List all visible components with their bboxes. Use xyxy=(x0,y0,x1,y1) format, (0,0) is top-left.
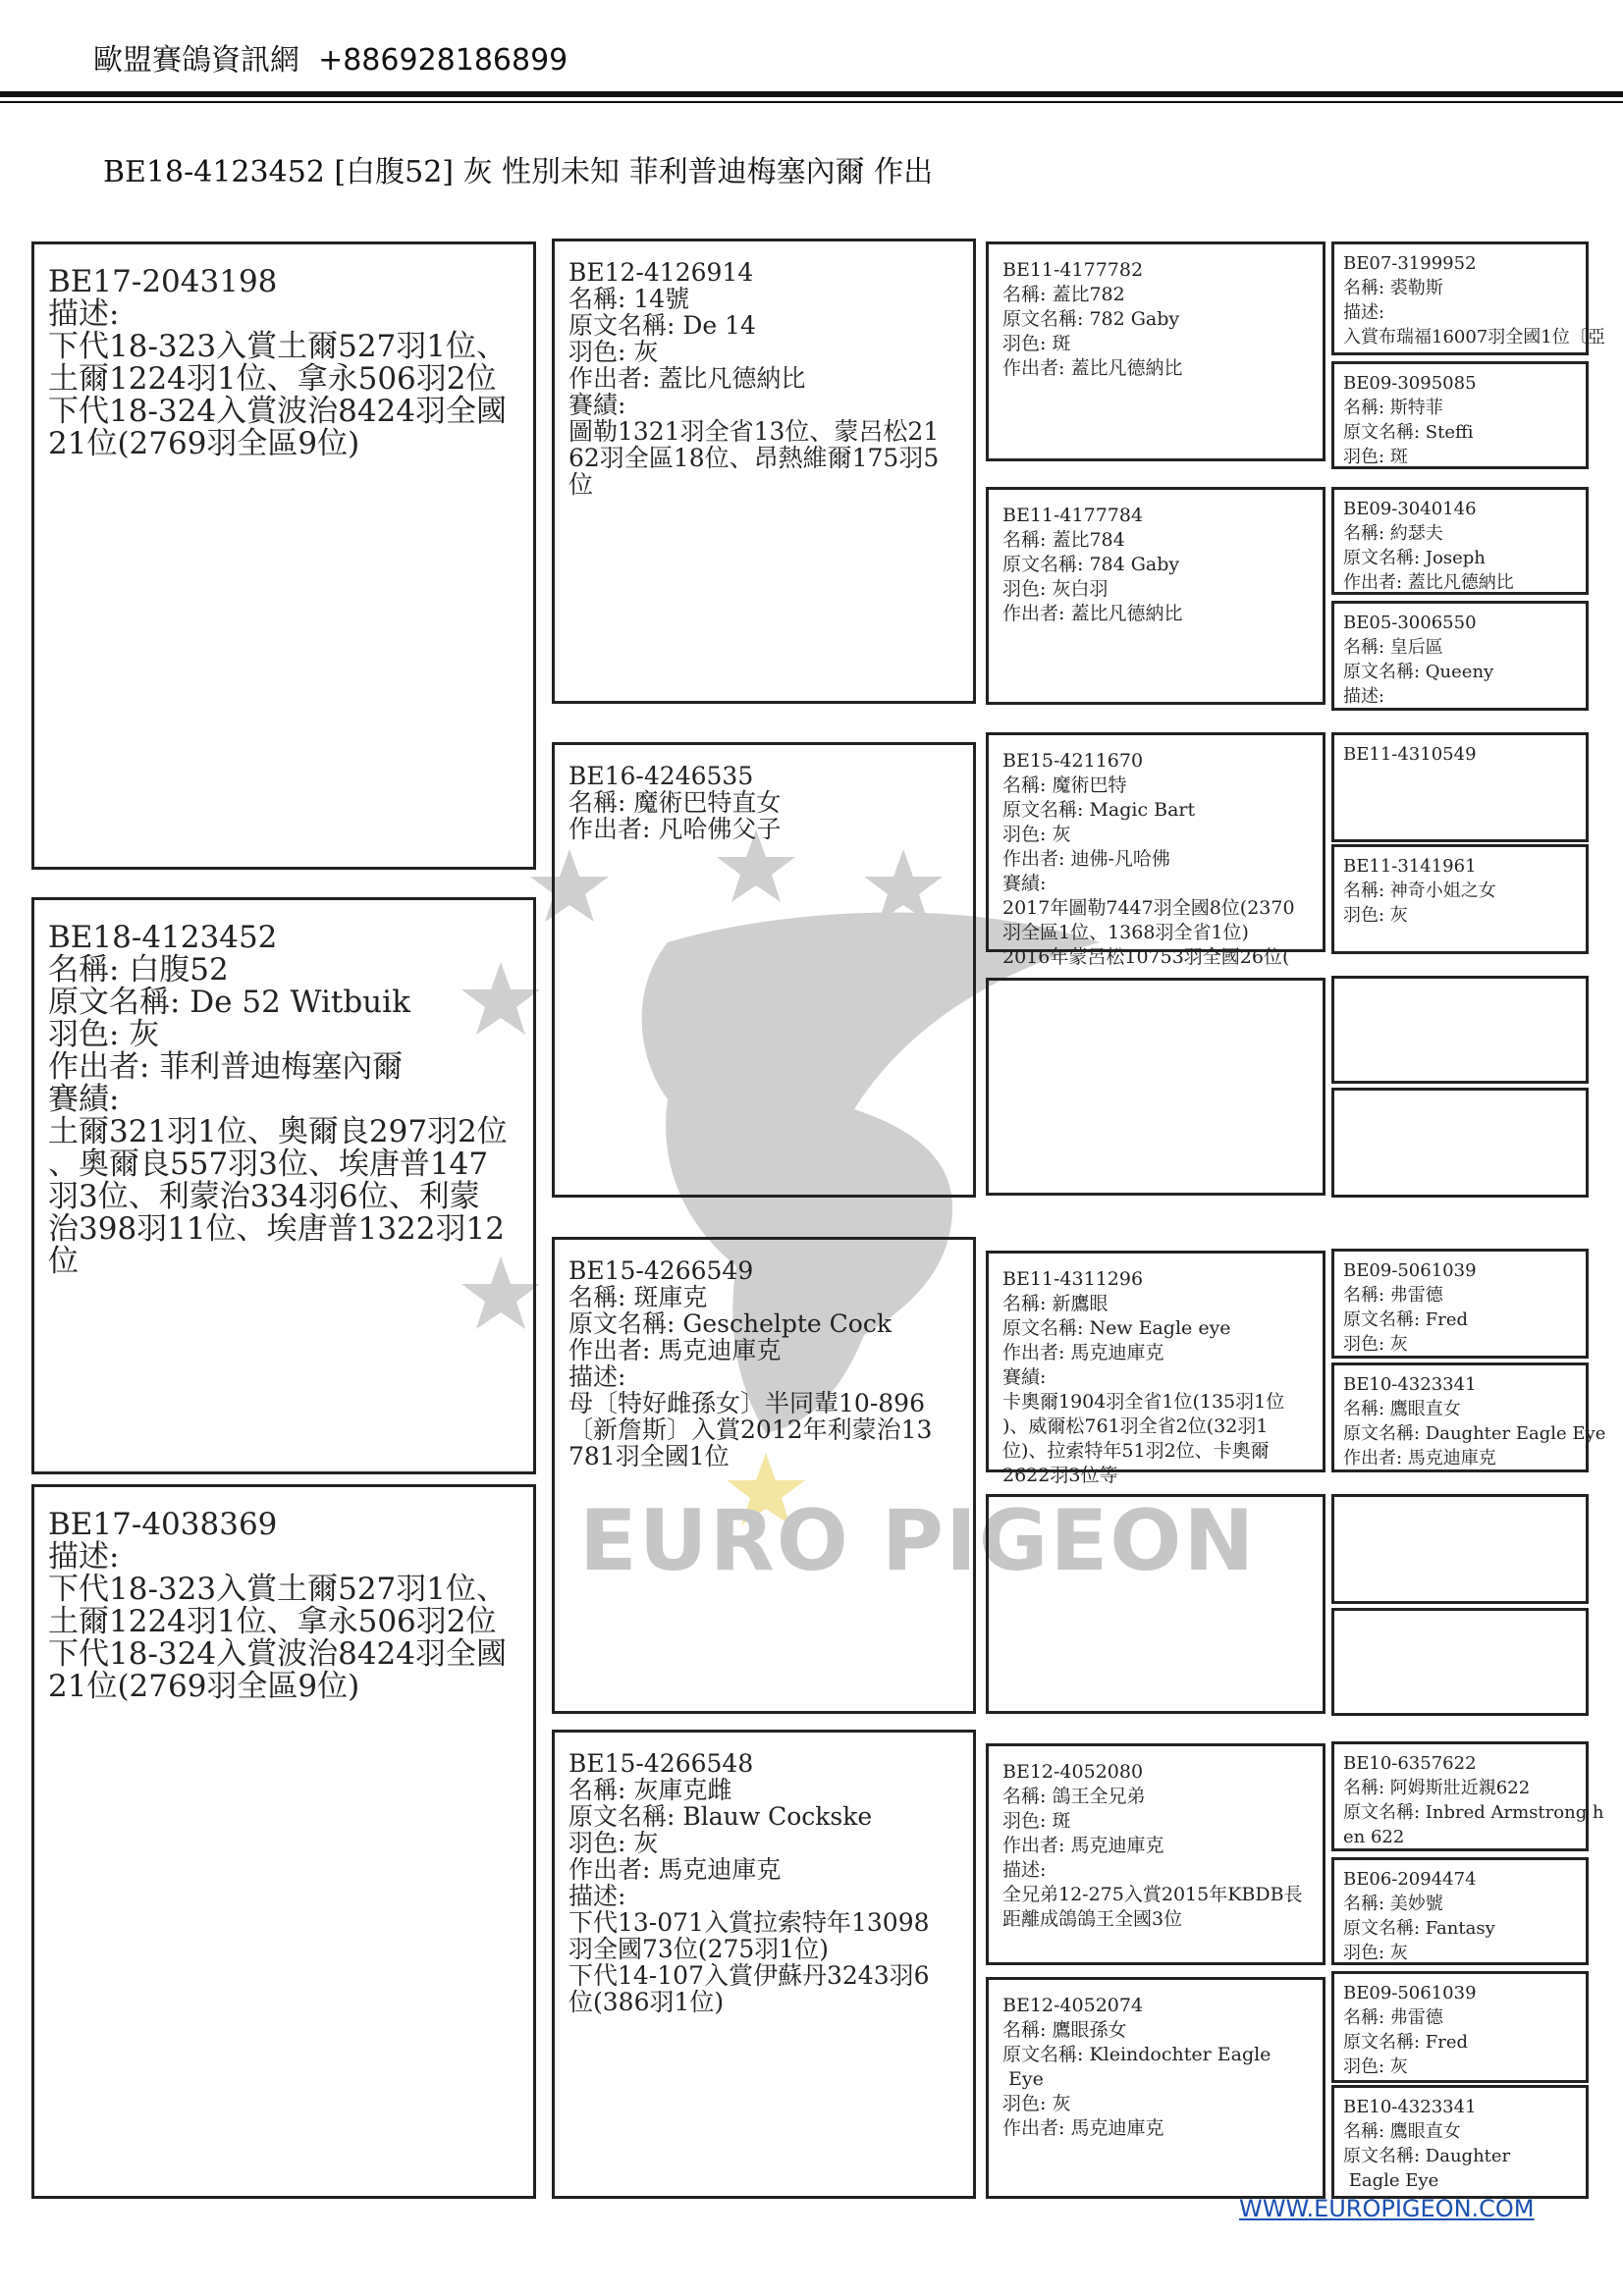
info-line: en 622 xyxy=(1343,1827,1405,1847)
header-rule-thin xyxy=(0,101,1623,103)
info-line: 羽色: 灰 xyxy=(48,1017,160,1052)
gen1-sire-box xyxy=(31,241,536,870)
info-line: 名稱: 皇后區 xyxy=(1343,637,1443,658)
gen4-box-16 xyxy=(1331,2085,1589,2199)
info-line: 下代18-324入賞波治8424羽全國 xyxy=(48,1636,507,1672)
info-line: 作出者: 馬克迪庫克 xyxy=(1343,1448,1496,1468)
info-line: 原文名稱: Steffi xyxy=(1343,422,1474,443)
info-line: 描述: xyxy=(48,296,120,332)
ring-number: BE06-2094474 xyxy=(1343,1869,1477,1890)
info-line: 賽績: xyxy=(568,391,626,419)
ring-number: BE17-4038369 xyxy=(48,1507,278,1542)
ring-number: BE09-3040146 xyxy=(1343,499,1477,519)
info-line: 原文名稱: Magic Bart xyxy=(1002,799,1196,821)
ring-number: BE12-4052074 xyxy=(1002,1995,1144,2016)
info-line: 下代18-324入賞波治8424羽全國 xyxy=(48,394,507,429)
info-line: 描述: xyxy=(568,1882,626,1910)
ring-number: BE12-4126914 xyxy=(568,258,754,287)
info-line: 原文名稱: Fred xyxy=(1343,2032,1469,2053)
ring-number: BE11-3141961 xyxy=(1343,856,1477,877)
info-line: 名稱: 斑庫克 xyxy=(568,1283,708,1311)
info-line: 作出者: 迪佛-凡哈佛 xyxy=(1002,848,1170,870)
info-line: 土爾1224羽1位、拿永506羽2位 xyxy=(48,1604,497,1639)
gen4-box-6 xyxy=(1331,844,1589,954)
gen4-box-15 xyxy=(1331,1971,1589,2083)
header-rule-thick xyxy=(0,91,1623,97)
info-line: 原文名稱: Fred xyxy=(1343,1309,1469,1330)
gen2-box-1 xyxy=(552,239,976,704)
info-line: 名稱: 鷹眼直女 xyxy=(1343,2121,1461,2142)
info-line: 母〔特好雌孫女〕半同輩10-896 xyxy=(568,1389,925,1417)
info-line: 名稱: 14號 xyxy=(568,285,690,313)
ring-number: BE11-4311296 xyxy=(1002,1268,1144,1290)
gen3-box-6 xyxy=(986,1494,1325,1714)
info-line: 名稱: 新鷹眼 xyxy=(1002,1293,1109,1314)
info-line: 描述: xyxy=(1002,1859,1047,1881)
gen3-box-7 xyxy=(986,1743,1325,1965)
ring-number: BE07-3199952 xyxy=(1343,253,1477,274)
info-line: 卡奧爾1904羽全省1位(135羽1位 xyxy=(1002,1391,1285,1413)
info-line: 原文名稱: Geschelpte Cock xyxy=(568,1309,892,1338)
info-line: 土爾321羽1位、奧爾良297羽2位 xyxy=(48,1114,508,1149)
info-line: 作出者: 蓋比凡德納比 xyxy=(568,364,806,393)
gen4-box-7 xyxy=(1331,976,1589,1084)
info-line: 原文名稱: De 14 xyxy=(568,311,756,340)
info-line: 下代18-323入賞土爾527羽1位、 xyxy=(48,329,507,364)
gen4-box-8 xyxy=(1331,1088,1589,1198)
info-line: 名稱: 斯特菲 xyxy=(1343,398,1443,418)
info-line: 作出者: 菲利普迪梅塞內爾 xyxy=(48,1049,404,1085)
info-line: Eagle Eye xyxy=(1343,2170,1439,2191)
ring-number: BE10-4323341 xyxy=(1343,1374,1477,1395)
info-line: 作出者: 蓋比凡德納比 xyxy=(1002,603,1183,624)
ring-number: BE10-6357622 xyxy=(1343,1753,1477,1774)
watermark-text: EURO PIGEON xyxy=(579,1492,1257,1590)
info-line: 描述: xyxy=(1343,686,1385,707)
info-line: 羽色: 灰 xyxy=(568,1829,659,1857)
info-line: 作出者: 馬克迪庫克 xyxy=(568,1336,782,1364)
gen4-box-4 xyxy=(1331,601,1589,711)
info-line: 羽色: 灰 xyxy=(1343,1943,1408,1963)
info-line: 位(386羽1位) xyxy=(568,1988,725,2016)
info-line: 原文名稱: Joseph xyxy=(1343,548,1486,568)
info-line: 原文名稱: Fantasy xyxy=(1343,1918,1495,1939)
info-line: 全兄弟12-275入賞2015年KBDB長 xyxy=(1002,1884,1303,1905)
info-line: 描述: xyxy=(568,1362,626,1391)
info-line: 名稱: 鷹眼直女 xyxy=(1343,1399,1461,1419)
info-line: 名稱: 約瑟夫 xyxy=(1343,523,1443,544)
info-line: 原文名稱: Queeny xyxy=(1343,662,1494,682)
info-line: 原文名稱: De 52 Witbuik xyxy=(48,985,410,1020)
info-line: 名稱: 蓋比782 xyxy=(1002,284,1125,305)
ring-number: BE05-3006550 xyxy=(1343,613,1477,633)
info-line: 21位(2769羽全區9位) xyxy=(48,1669,360,1704)
ring-number: BE16-4246535 xyxy=(568,762,754,790)
info-line: 2016年蒙呂松10753羽全國26位( xyxy=(1002,946,1290,968)
ring-number: BE11-4177784 xyxy=(1002,505,1144,526)
info-line: 作出者: 馬克迪庫克 xyxy=(1002,1342,1164,1363)
info-line: 2622羽3位等 xyxy=(1002,1465,1118,1486)
gen1-dam-box xyxy=(31,1484,536,2199)
gen4-box-1 xyxy=(1331,241,1605,355)
gen3-box-8 xyxy=(986,1977,1325,2199)
info-line: 作出者: 凡哈佛父子 xyxy=(568,815,782,843)
info-line: 賽績: xyxy=(48,1082,120,1117)
gen3-box-5 xyxy=(986,1251,1325,1486)
ring-number: BE18-4123452 xyxy=(48,920,278,955)
info-line: 距離成鴿鴿王全國3位 xyxy=(1002,1908,1183,1930)
gen2-box-4 xyxy=(552,1730,976,2199)
info-line: 羽色: 斑 xyxy=(1002,333,1071,354)
info-line: 原文名稱: Blauw Cockske xyxy=(568,1802,873,1831)
info-line: 羽色: 灰 xyxy=(1002,824,1071,845)
info-line: )、威爾松761羽全省2位(32羽1 xyxy=(1002,1415,1269,1437)
info-line: 羽色: 灰 xyxy=(568,338,659,366)
gen4-box-5 xyxy=(1331,732,1589,842)
gen3-box-2 xyxy=(986,487,1325,705)
info-line: 羽色: 斑 xyxy=(1343,447,1408,467)
info-line: 2017年圖勒7447羽全國8位(2370 xyxy=(1002,897,1295,919)
info-line: 入賞布瑞福16007羽全國1位〔亞 xyxy=(1343,327,1605,347)
info-line: 治398羽11位、埃唐普1322羽12 xyxy=(48,1211,505,1247)
info-line: 名稱: 鷹眼孫女 xyxy=(1002,2019,1127,2041)
info-line: 名稱: 魔術巴特直女 xyxy=(568,788,782,817)
info-line: 名稱: 美妙號 xyxy=(1343,1894,1443,1914)
ring-number: BE15-4266548 xyxy=(568,1749,754,1778)
info-line: 羽色: 灰白羽 xyxy=(1002,578,1109,600)
info-line: 原文名稱: 782 Gaby xyxy=(1002,308,1180,330)
info-line: 名稱: 灰庫克雌 xyxy=(568,1776,732,1804)
info-line: 作出者: 馬克迪庫克 xyxy=(1002,2117,1164,2139)
info-line: 描述: xyxy=(48,1539,120,1575)
gen4-box-10 xyxy=(1331,1362,1606,1472)
gen4-box-12 xyxy=(1331,1608,1589,1716)
info-line: 羽色: 灰 xyxy=(1343,1334,1408,1355)
info-line: 名稱: 鴿王全兄弟 xyxy=(1002,1786,1146,1807)
info-line: 位 xyxy=(48,1244,79,1279)
gen4-box-14 xyxy=(1331,1857,1589,1965)
gen2-box-3 xyxy=(552,1237,976,1714)
info-line: 21位(2769羽全區9位) xyxy=(48,426,360,461)
gen4-box-3 xyxy=(1331,487,1589,595)
info-line: 作出者: 馬克迪庫克 xyxy=(1002,1835,1164,1856)
site-title: 歐盟賽鴿資訊網 xyxy=(93,43,299,78)
ring-number: BE17-2043198 xyxy=(48,264,278,299)
info-line: 作出者: 蓋比凡德納比 xyxy=(1343,572,1514,593)
info-line: 描述: xyxy=(1343,302,1385,323)
ring-number: BE11-4310549 xyxy=(1343,744,1477,765)
info-line: 原文名稱: Kleindochter Eagle xyxy=(1002,2044,1271,2065)
info-line: 作出者: 蓋比凡德納比 xyxy=(1002,357,1183,379)
ring-number: BE15-4266549 xyxy=(568,1256,754,1285)
info-line: 羽色: 灰 xyxy=(1343,2056,1408,2077)
ring-number: BE09-5061039 xyxy=(1343,1983,1477,2003)
info-line: 羽色: 灰 xyxy=(1343,905,1408,926)
footer-link[interactable]: WWW.EUROPIGEON.COM xyxy=(1239,2195,1535,2222)
info-line: 下代18-323入賞土爾527羽1位、 xyxy=(48,1572,507,1607)
info-line: 名稱: 弗雷德 xyxy=(1343,2007,1443,2028)
gen3-box-1 xyxy=(986,241,1325,461)
info-line: 名稱: 裘勒斯 xyxy=(1343,278,1443,298)
gen4-box-9 xyxy=(1331,1249,1589,1359)
info-line: 781羽全國1位 xyxy=(568,1442,730,1470)
gen2-box-2 xyxy=(552,742,976,1198)
info-line: 賽績: xyxy=(1002,1366,1047,1388)
info-line: 名稱: 魔術巴特 xyxy=(1002,774,1127,796)
info-line: 羽全區1位、1368羽全省1位) xyxy=(1002,922,1249,943)
info-line: 原文名稱: Daughter xyxy=(1343,2146,1511,2166)
info-line: 〔新詹斯〕入賞2012年利蒙治13 xyxy=(568,1415,933,1444)
info-line: 名稱: 蓋比784 xyxy=(1002,529,1125,551)
info-line: 賽績: xyxy=(1002,873,1047,894)
info-line: 羽色: 灰 xyxy=(1002,2093,1071,2114)
info-line: 、奧爾良557羽3位、埃唐普147 xyxy=(48,1147,489,1182)
gen4-box-11 xyxy=(1331,1494,1589,1604)
site-phone: +886928186899 xyxy=(318,43,568,78)
ring-number: BE12-4052080 xyxy=(1002,1761,1144,1783)
info-line: 原文名稱: 784 Gaby xyxy=(1002,554,1180,575)
gen1-subject-box xyxy=(31,897,536,1474)
gen3-box-4 xyxy=(986,978,1325,1196)
info-line: 原文名稱: Inbred Armstrong h xyxy=(1343,1802,1604,1823)
ring-number: BE15-4211670 xyxy=(1002,750,1144,772)
info-line: 原文名稱: Daughter Eagle Eye xyxy=(1343,1423,1606,1444)
ring-number: BE11-4177782 xyxy=(1002,259,1144,281)
info-line: 62羽全區18位、昂熱維爾175羽5 xyxy=(568,444,940,472)
info-line: 羽3位、利蒙治334羽6位、利蒙 xyxy=(48,1179,480,1214)
info-line: 下代13-071入賞拉索特年13098 xyxy=(568,1908,930,1937)
site-header xyxy=(93,35,568,79)
info-line: 位 xyxy=(568,470,594,499)
info-line: 名稱: 弗雷德 xyxy=(1343,1285,1443,1306)
gen3-box-3 xyxy=(986,732,1325,968)
info-line: 羽全國73位(275羽1位) xyxy=(568,1935,829,1963)
info-line: 羽色: 斑 xyxy=(1002,1810,1071,1832)
ring-number: BE10-4323341 xyxy=(1343,2097,1477,2117)
info-line: 原文名稱: New Eagle eye xyxy=(1002,1317,1231,1339)
info-line: 圖勒1321羽全省13位、蒙呂松21 xyxy=(568,417,940,446)
info-line: 土爾1224羽1位、拿永506羽2位 xyxy=(48,361,497,397)
info-line: 名稱: 阿姆斯壯近親622 xyxy=(1343,1778,1531,1798)
gen4-box-13 xyxy=(1331,1741,1604,1851)
info-line: 位)、拉索特年51羽2位、卡奧爾 xyxy=(1002,1440,1270,1462)
gen4-box-2 xyxy=(1331,361,1589,469)
info-line: 名稱: 神奇小姐之女 xyxy=(1343,881,1496,901)
info-line: Eye xyxy=(1002,2068,1044,2090)
ring-number: BE09-3095085 xyxy=(1343,373,1477,394)
info-line: 作出者: 馬克迪庫克 xyxy=(568,1855,782,1884)
subject-line: BE18-4123452 [白腹52] 灰 性別未知 菲利普迪梅塞內爾 作出 xyxy=(103,155,934,189)
ring-number: BE09-5061039 xyxy=(1343,1260,1477,1281)
info-line: 下代14-107入賞伊蘇丹3243羽6 xyxy=(568,1961,930,1990)
info-line: 名稱: 白腹52 xyxy=(48,952,229,988)
